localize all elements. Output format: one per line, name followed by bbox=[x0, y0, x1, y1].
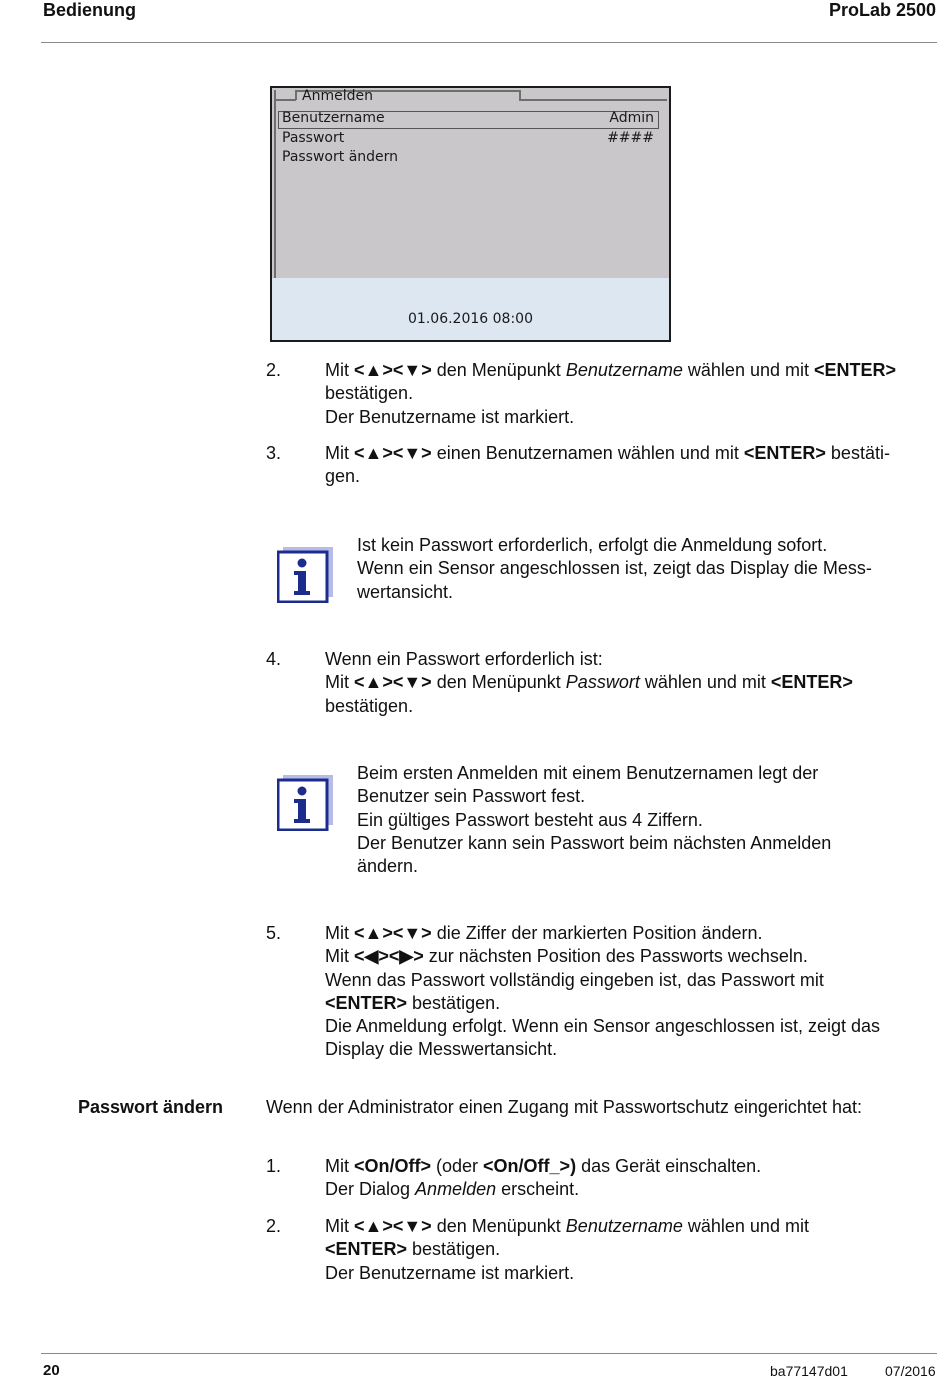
step-line: Mit <▲><▼> den Menüpunkt Passwort wählen und mit <ENTER> bbox=[325, 672, 853, 693]
device-display bbox=[270, 86, 671, 342]
footer-rule bbox=[41, 1353, 937, 1354]
step-line: Die Anmeldung erfolgt. Wenn ein Sensor angeschlossen ist, zeigt das bbox=[325, 1016, 880, 1037]
doc-date: 07/2016 bbox=[885, 1363, 936, 1379]
step-line: gen. bbox=[325, 466, 361, 487]
step-line: bestätigen. bbox=[325, 695, 414, 716]
step-line: Mit <▲><▼> die Ziffer der markierten Position ändern. bbox=[325, 923, 763, 943]
step-line: <ENTER> bestätigen. bbox=[325, 992, 501, 1013]
info-note-line: Ein gültiges Passwort besteht aus 4 Ziffern. bbox=[357, 809, 703, 830]
info-icon bbox=[277, 547, 333, 603]
header-rule bbox=[41, 42, 937, 43]
page-header-right: ProLab 2500 bbox=[828, 0, 936, 20]
display-tab-title: Anmelden bbox=[302, 88, 373, 104]
display-datetime: 01.06.2016 08:00 bbox=[408, 311, 533, 327]
info-note-line: Beim ersten Anmelden mit einem Benutzernamen legt der bbox=[357, 763, 819, 783]
display-row-password-value: #### bbox=[607, 130, 654, 146]
info-note-line: Der Benutzer kann sein Passwort beim nächsten Anmelden bbox=[357, 832, 832, 853]
step-number: 5. bbox=[266, 923, 282, 943]
step-line: Display die Messwertansicht. bbox=[325, 1039, 558, 1060]
step-line: bestätigen. bbox=[325, 383, 414, 404]
info-note-line: ändern. bbox=[357, 856, 419, 877]
display-row-user-label: Benutzername bbox=[282, 110, 385, 126]
info-note-line: Benutzer sein Passwort fest. bbox=[357, 786, 586, 807]
step-text bbox=[325, 1215, 940, 1285]
step-line: Wenn ein Passwort erforderlich ist: bbox=[325, 649, 603, 669]
step-line: Mit <▲><▼> den Menüpunkt Benutzername wählen und mit <ENTER> bbox=[325, 360, 897, 380]
step-line: <ENTER> bestätigen. bbox=[325, 1239, 501, 1260]
step-text bbox=[325, 922, 940, 1062]
info-note bbox=[357, 534, 937, 604]
step-line: Mit <On/Off> (oder <On/Off_>) das Gerät einschalten. bbox=[325, 1156, 762, 1176]
info-icon bbox=[277, 775, 333, 831]
section-intro: Wenn der Administrator einen Zugang mit Passwortschutz eingerichtet hat: bbox=[266, 1097, 862, 1117]
page-header-left: Bedienung bbox=[43, 0, 136, 20]
display-row-password-label: Passwort bbox=[282, 130, 345, 146]
step-line: Mit <◀><▶> zur nächsten Position des Passworts wechseln. bbox=[325, 946, 808, 967]
step-line: Der Benutzername ist markiert. bbox=[325, 1262, 575, 1283]
step-line: Der Dialog Anmelden erscheint. bbox=[325, 1179, 580, 1200]
step-line: Der Benutzername ist markiert. bbox=[325, 406, 575, 427]
step-text bbox=[325, 442, 940, 489]
info-note bbox=[357, 762, 937, 878]
step-number: 3. bbox=[266, 443, 282, 463]
info-note-line: wertansicht. bbox=[357, 581, 454, 602]
step-line: Wenn das Passwort vollständig eingeben ist, das Passwort mit bbox=[325, 969, 824, 990]
step-text bbox=[325, 359, 940, 429]
section-label: Passwort ändern bbox=[78, 1097, 224, 1117]
step-line: Mit <▲><▼> den Menüpunkt Benutzername wählen und mit bbox=[325, 1216, 809, 1236]
step-number: 1. bbox=[266, 1156, 282, 1176]
step-number: 2. bbox=[266, 360, 282, 380]
display-status-bar bbox=[272, 278, 669, 340]
page-number: 20 bbox=[43, 1362, 60, 1379]
step-number: 4. bbox=[266, 649, 282, 669]
step-text bbox=[325, 648, 940, 718]
step-number: 2. bbox=[266, 1216, 282, 1236]
doc-id: ba77147d01 bbox=[770, 1363, 848, 1379]
info-note-line: Ist kein Passwort erforderlich, erfolgt die Anmeldung sofort. bbox=[357, 535, 828, 555]
step-line: Mit <▲><▼> einen Benutzernamen wählen und mit <ENTER> bestäti- bbox=[325, 443, 890, 463]
step-text bbox=[325, 1155, 940, 1202]
info-note-line: Wenn ein Sensor angeschlossen ist, zeigt das Display die Mess- bbox=[357, 558, 872, 579]
display-row-user-value: Admin bbox=[609, 110, 654, 126]
display-row-change-password: Passwort ändern bbox=[282, 149, 399, 165]
